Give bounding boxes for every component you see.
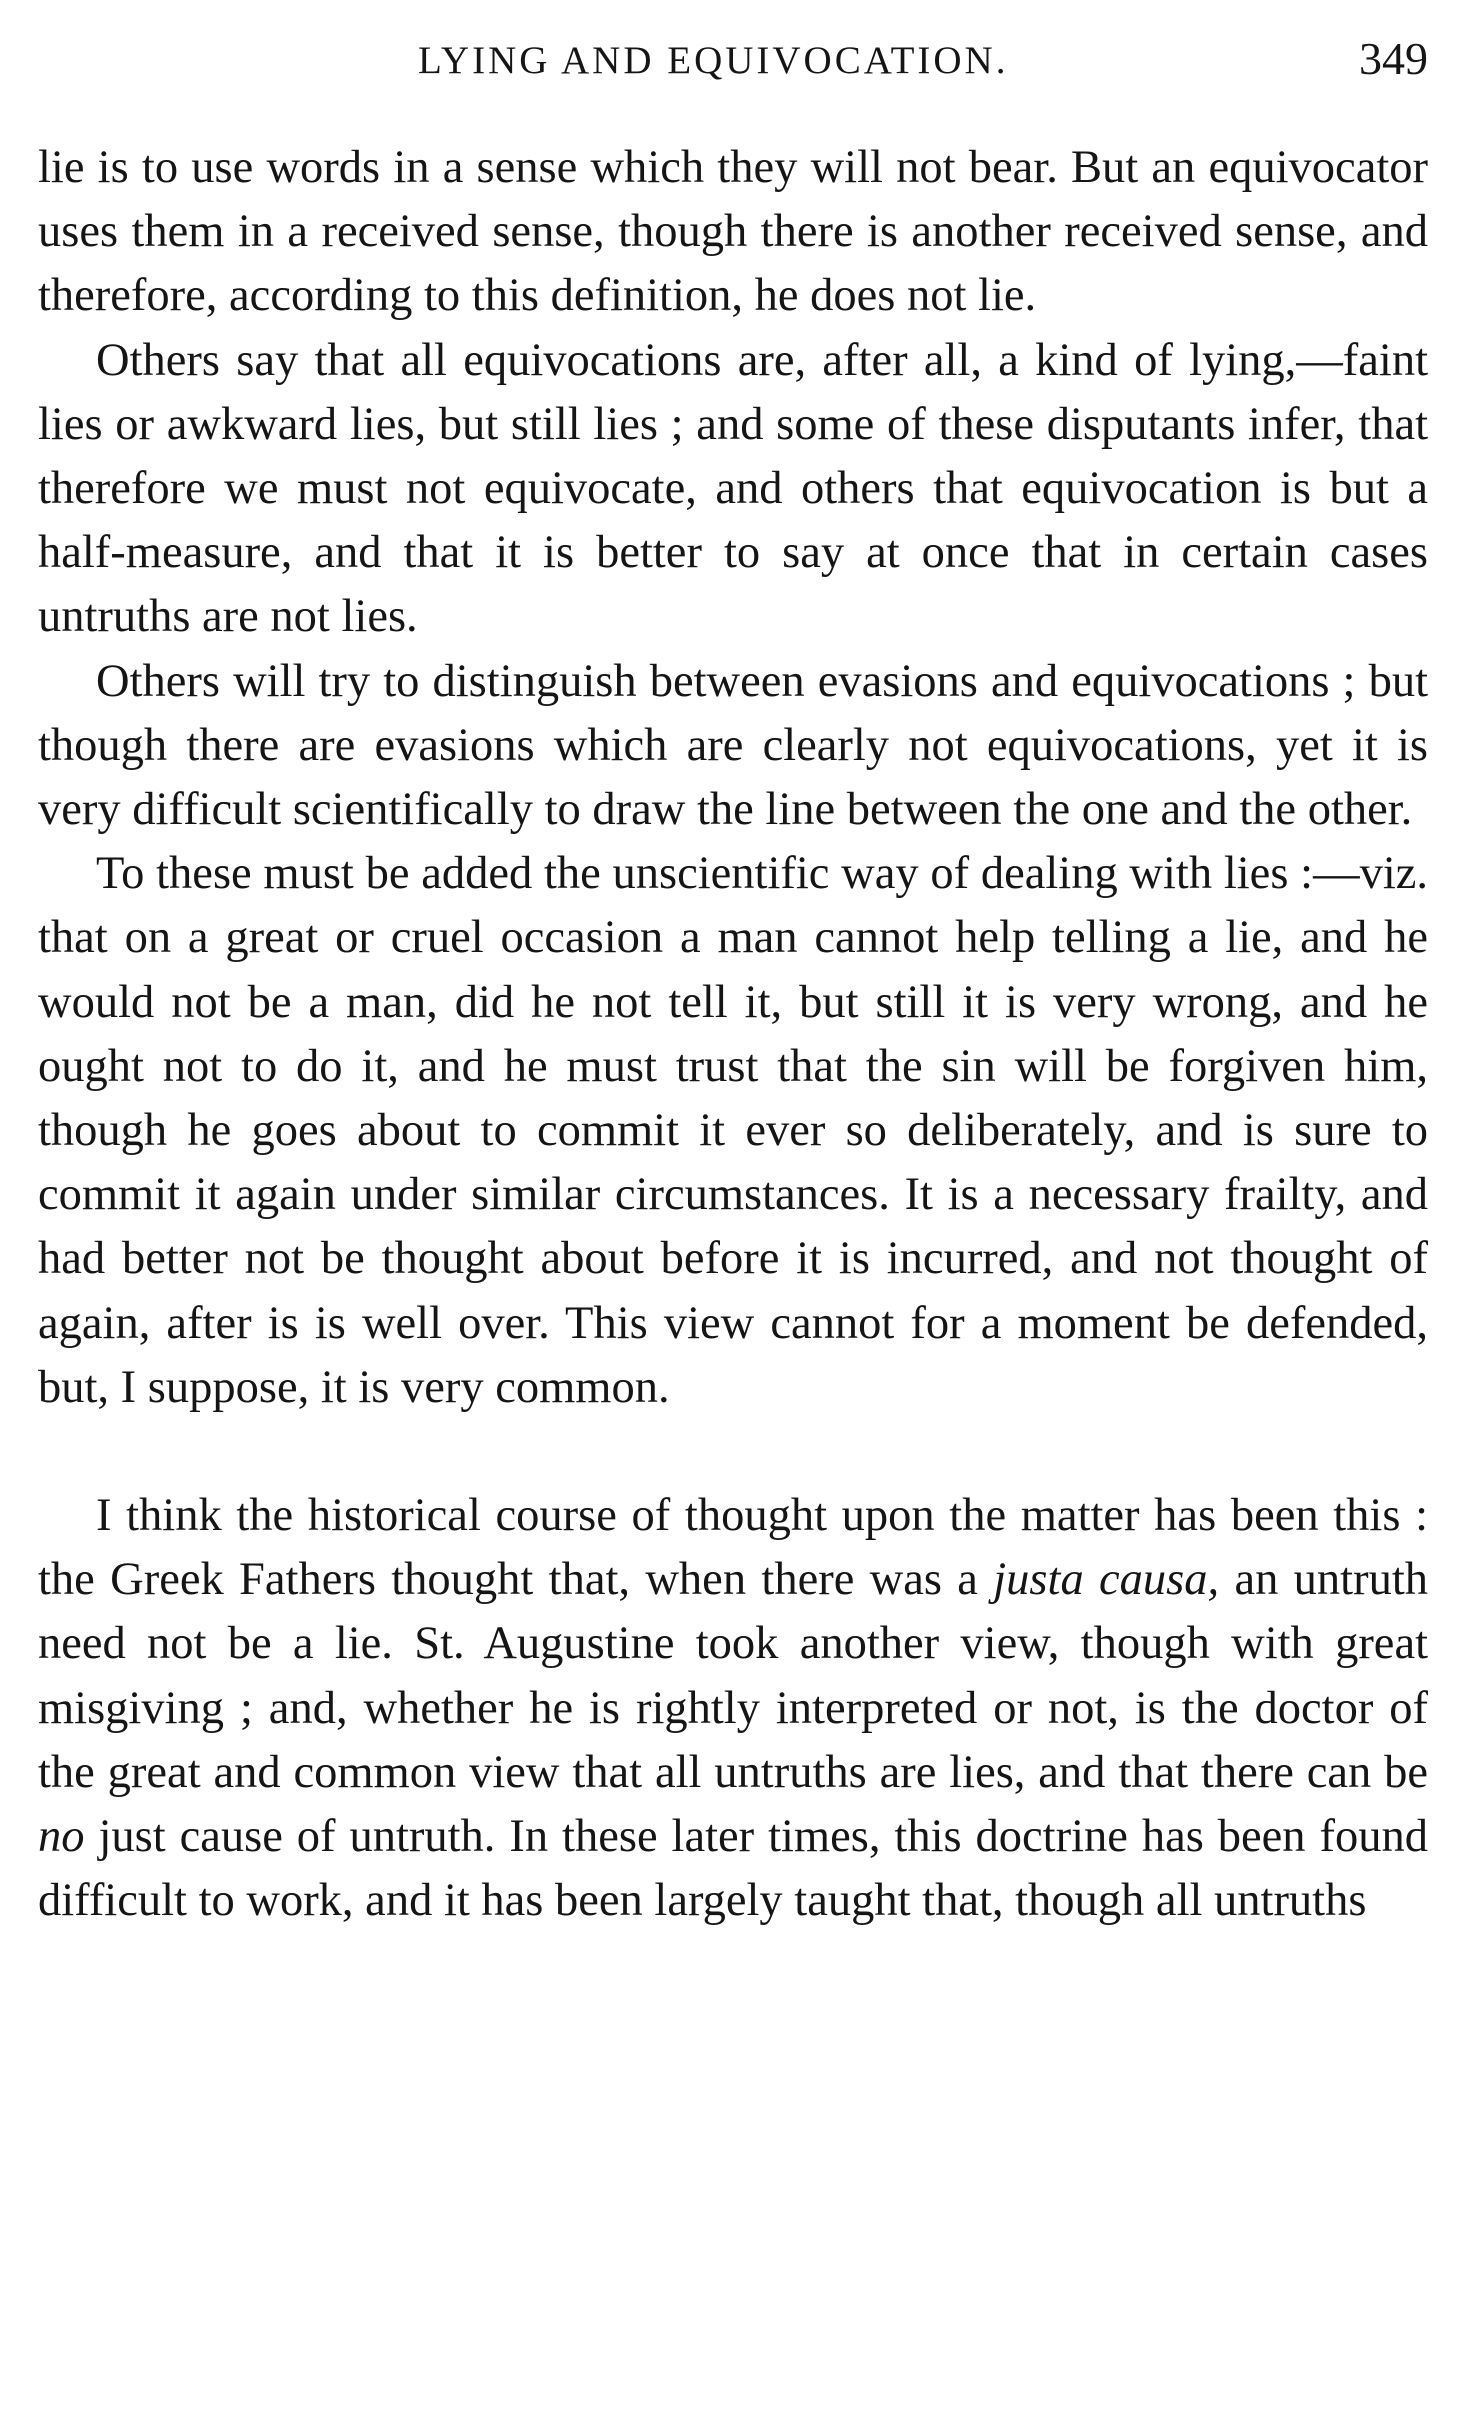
section-gap [38,1420,1428,1484]
paragraph-unscientific-way: To these must be added the unscientific way of dealing with lies :—viz. that on a great or cruel occasion a man cannot help telling a lie, and he would not be a man, did he not tell it, but still it is very wrong, and he ought not to do it, and he must trust that the sin will be forgiven him, though he goes about to commit it ever so deliberately, and is sure to commit it again under similar circumstances. It is a necessary frailty, and had better not be thought about before it is incurred, and not thought of again, after is is well over. This view cannot for a moment be defended, but, I suppose, it is very common. [38,848,1428,1413]
running-title: LYING AND EQUIVOCATION. [418,39,1009,82]
paragraph-text: an untruth need not be a lie. St. Augustine took another view, though with great misgiving ; and, whether he is rightly interpreted or not, is the doctor of the great and common view that all untruths are lies, and that there can be [38,1554,1429,1798]
page-number: 349 [1359,33,1428,84]
paragraph-historical-course [38,1484,1428,1933]
italic-phrase-justa-causa: justa causa, [993,1554,1220,1606]
paragraph-others-say: Others say that all equivocations are, after all, a kind of lying,—faint lies or awkward lies, but still lies ; and some of these disputants infer, that therefore we must not equivocate, and others that equivocation is but a half-measure, and that it is better to say at once that in certain cases untruths are not lies. [38,334,1428,643]
paragraph-text: just cause of untruth. In these later times, this doctrine has been found difficult to work, and it has been largely taught that, though all untruths [38,1811,1428,1927]
body-text [38,136,1428,1933]
italic-word-no: no [38,1811,85,1863]
page-header [38,30,1428,100]
paragraph-evasions: Others will try to distinguish between evasions and equivocations ; but though there are evasions which are clearly not equivocations, yet it is very difficult scientifically to draw the line between the one and the other. [38,655,1428,836]
paragraph-continuation: lie is to use words in a sense which they will not bear. But an equivocator uses them in a received sense, though there is another received sense, and therefore, according to this definition, he does not lie. [38,142,1428,322]
paragraph-text: I think the historical course of thought upon the matter has been this : the Greek Fathers thought that, when there was a [38,1490,1428,1606]
